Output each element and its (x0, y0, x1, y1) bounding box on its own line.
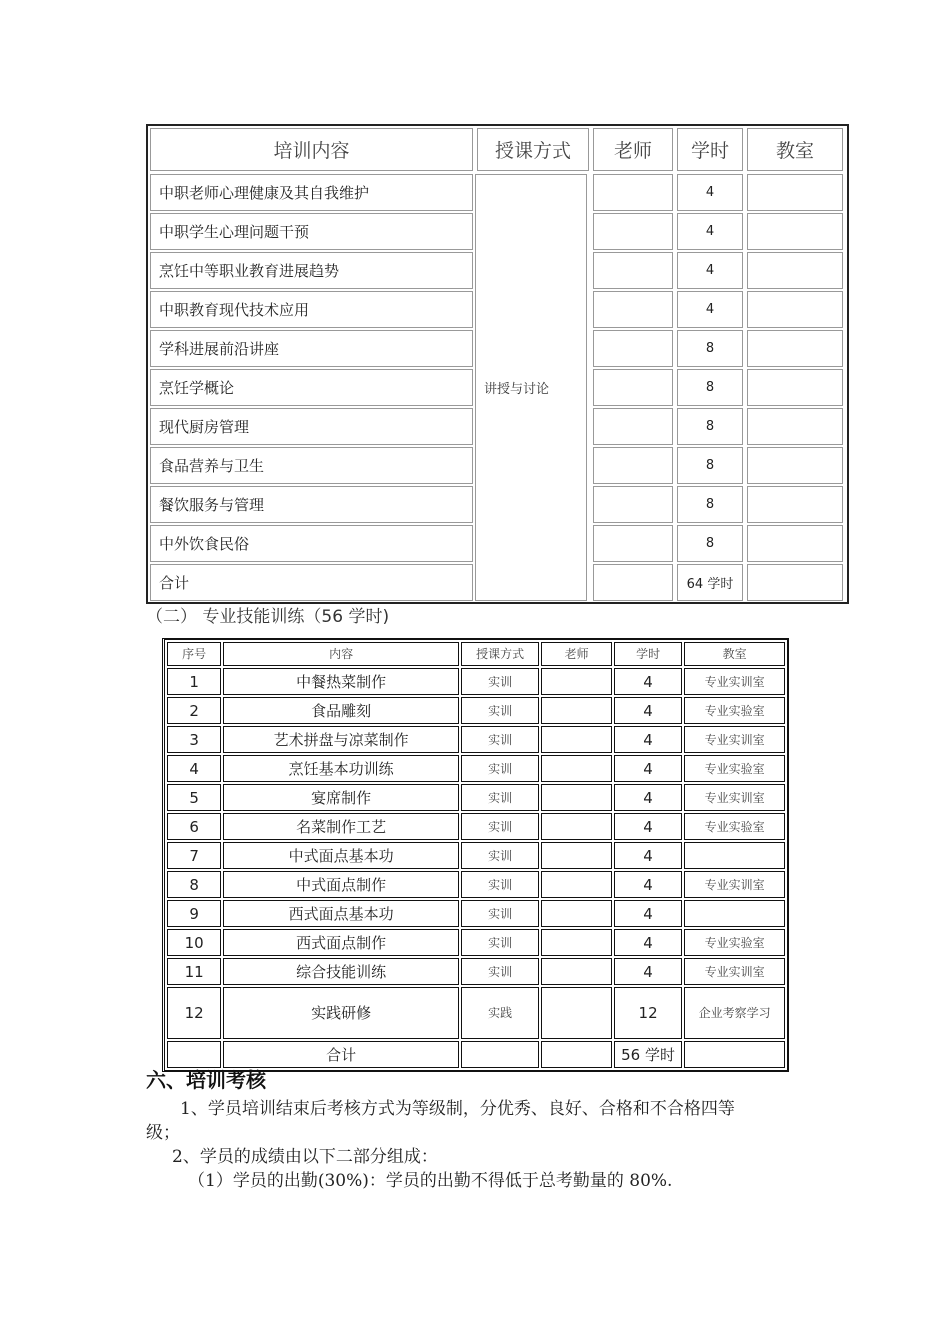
cell-hours: 4 (614, 668, 682, 695)
cell-hours: 4 (614, 755, 682, 782)
cell-hours: 4 (677, 252, 743, 289)
cell-room: 专业实验室 (684, 755, 785, 782)
cell-teacher (541, 726, 611, 753)
cell-room: 专业实训室 (684, 784, 785, 811)
header-method: 授课方式 (477, 128, 589, 171)
section-title: 六、培训考核 (146, 1068, 266, 1092)
cell-method: 实训 (461, 726, 540, 753)
cell-method: 实训 (461, 958, 540, 985)
cell-room: 专业实验室 (684, 697, 785, 724)
cell-teacher (541, 1041, 611, 1068)
cell-content: 综合技能训练 (223, 958, 459, 985)
cell-room (747, 174, 843, 211)
cell-hours: 12 (614, 987, 682, 1039)
cell-method: 实训 (461, 871, 540, 898)
table-row (167, 813, 785, 840)
cell-teacher (541, 668, 611, 695)
cell-teacher (593, 486, 673, 523)
cell-content: 中职教育现代技术应用 (150, 291, 473, 328)
cell-no: 6 (167, 813, 221, 840)
cell-content: 烹饪基本功训练 (223, 755, 459, 782)
cell-hours: 4 (614, 900, 682, 927)
cell-no: 11 (167, 958, 221, 985)
cell-room: 专业实训室 (684, 958, 785, 985)
table-row (167, 784, 785, 811)
cell-teacher (593, 369, 673, 406)
cell-hours: 8 (677, 408, 743, 445)
cell-hours: 4 (614, 958, 682, 985)
teaching-method-merged-cell: 讲授与讨论 (475, 174, 587, 601)
cell-content: 中餐热菜制作 (223, 668, 459, 695)
cell-room (747, 330, 843, 367)
header-method: 授课方式 (461, 642, 540, 666)
table-body (148, 173, 847, 602)
cell-teacher (541, 842, 611, 869)
cell-no: 10 (167, 929, 221, 956)
cell-method: 实训 (461, 668, 540, 695)
section-subtitle-skills: （二） 专业技能训练（56 学时) (146, 607, 390, 627)
cell-hours: 4 (614, 929, 682, 956)
table-header-row (148, 126, 847, 173)
cell-content: 现代厨房管理 (150, 408, 473, 445)
cell-room (684, 842, 785, 869)
table-row (167, 958, 785, 985)
cell-teacher (541, 697, 611, 724)
cell-content: 中外饮食民俗 (150, 525, 473, 562)
cell-teacher (593, 291, 673, 328)
cell-content: 中职老师心理健康及其自我维护 (150, 174, 473, 211)
cell-content: 名菜制作工艺 (223, 813, 459, 840)
cell-no: 3 (167, 726, 221, 753)
cell-hours: 4 (614, 784, 682, 811)
cell-no: 8 (167, 871, 221, 898)
cell-method: 实践 (461, 987, 540, 1039)
cell-room (747, 486, 843, 523)
cell-method: 实训 (461, 929, 540, 956)
cell-method (461, 1041, 540, 1068)
cell-content: 中职学生心理问题干预 (150, 213, 473, 250)
cell-content: 合计 (150, 564, 473, 601)
cell-room: 企业考察学习 (684, 987, 785, 1039)
cell-teacher (541, 784, 611, 811)
cell-no: 12 (167, 987, 221, 1039)
cell-hours: 8 (677, 369, 743, 406)
cell-content: 宴席制作 (223, 784, 459, 811)
cell-teacher (593, 447, 673, 484)
header-hours: 学时 (677, 128, 743, 171)
cell-teacher (541, 958, 611, 985)
table-row (167, 668, 785, 695)
cell-teacher (593, 174, 673, 211)
cell-method: 实训 (461, 900, 540, 927)
cell-room: 专业实训室 (684, 668, 785, 695)
table-row (167, 755, 785, 782)
cell-room (747, 408, 843, 445)
table-row (167, 697, 785, 724)
cell-hours: 4 (677, 213, 743, 250)
course-table-skills (162, 638, 789, 1072)
header-content: 培训内容 (150, 128, 473, 171)
cell-teacher (593, 408, 673, 445)
table-header-row (167, 642, 785, 666)
cell-content: 烹饪学概论 (150, 369, 473, 406)
cell-content: 艺术拼盘与凉菜制作 (223, 726, 459, 753)
cell-teacher (593, 213, 673, 250)
cell-content: 餐饮服务与管理 (150, 486, 473, 523)
cell-hours: 8 (677, 330, 743, 367)
header-room: 教室 (684, 642, 785, 666)
header-teacher: 老师 (593, 128, 673, 171)
cell-room (747, 447, 843, 484)
cell-room: 专业实验室 (684, 929, 785, 956)
table-row (167, 842, 785, 869)
cell-hours: 8 (677, 447, 743, 484)
cell-hours: 56 学时 (614, 1041, 682, 1068)
cell-no: 1 (167, 668, 221, 695)
cell-teacher (593, 525, 673, 562)
cell-room (747, 252, 843, 289)
cell-room: 专业实验室 (684, 813, 785, 840)
cell-teacher (541, 871, 611, 898)
cell-no: 7 (167, 842, 221, 869)
cell-teacher (541, 755, 611, 782)
header-teacher: 老师 (541, 642, 611, 666)
cell-content: 中式面点制作 (223, 871, 459, 898)
cell-room (684, 900, 785, 927)
paragraph-1-line-1: 1、学员培训结束后考核方式为等级制，分优秀、良好、合格和不合格四等 (180, 1099, 735, 1119)
cell-room (747, 564, 843, 601)
cell-hours: 4 (677, 174, 743, 211)
cell-hours: 4 (614, 697, 682, 724)
cell-no: 9 (167, 900, 221, 927)
cell-method: 实训 (461, 755, 540, 782)
header-no: 序号 (167, 642, 221, 666)
cell-hours: 4 (614, 871, 682, 898)
cell-room: 专业实训室 (684, 871, 785, 898)
cell-room (747, 291, 843, 328)
cell-hours: 8 (677, 486, 743, 523)
cell-no: 4 (167, 755, 221, 782)
cell-content: 西式面点基本功 (223, 900, 459, 927)
cell-teacher (593, 252, 673, 289)
cell-content: 学科进展前沿讲座 (150, 330, 473, 367)
cell-room (747, 369, 843, 406)
cell-hours: 4 (614, 842, 682, 869)
cell-no: 2 (167, 697, 221, 724)
cell-content: 实践研修 (223, 987, 459, 1039)
paragraph-1-line-2: 级； (146, 1123, 180, 1143)
header-content: 内容 (223, 642, 459, 666)
cell-content: 烹饪中等职业教育进展趋势 (150, 252, 473, 289)
cell-room (747, 525, 843, 562)
cell-room (747, 213, 843, 250)
table-row (167, 726, 785, 753)
header-room: 教室 (747, 128, 843, 171)
cell-method: 实训 (461, 842, 540, 869)
cell-teacher (541, 929, 611, 956)
header-hours: 学时 (614, 642, 682, 666)
cell-room: 专业实训室 (684, 726, 785, 753)
paragraph-2: 2、学员的成绩由以下二部分组成： (172, 1147, 438, 1167)
cell-teacher (541, 987, 611, 1039)
cell-method: 实训 (461, 813, 540, 840)
cell-content: 西式面点制作 (223, 929, 459, 956)
cell-content: 合计 (223, 1041, 459, 1068)
cell-content: 食品雕刻 (223, 697, 459, 724)
table-row (167, 987, 785, 1039)
cell-content: 食品营养与卫生 (150, 447, 473, 484)
table-row (167, 929, 785, 956)
cell-method: 实训 (461, 697, 540, 724)
cell-hours: 4 (614, 726, 682, 753)
paragraph-3: （1）学员的出勤(30%)：学员的出勤不得低于总考勤量的 80%. (188, 1171, 673, 1191)
table-row (167, 871, 785, 898)
cell-content: 中式面点基本功 (223, 842, 459, 869)
table-row (167, 900, 785, 927)
cell-teacher (541, 813, 611, 840)
cell-hours: 4 (614, 813, 682, 840)
cell-teacher (541, 900, 611, 927)
cell-hours: 64 学时 (677, 564, 743, 601)
cell-teacher (593, 564, 673, 601)
cell-hours: 4 (677, 291, 743, 328)
cell-method: 实训 (461, 784, 540, 811)
cell-teacher (593, 330, 673, 367)
cell-no: 5 (167, 784, 221, 811)
cell-room (684, 1041, 785, 1068)
course-table-theory (146, 124, 849, 604)
cell-hours: 8 (677, 525, 743, 562)
